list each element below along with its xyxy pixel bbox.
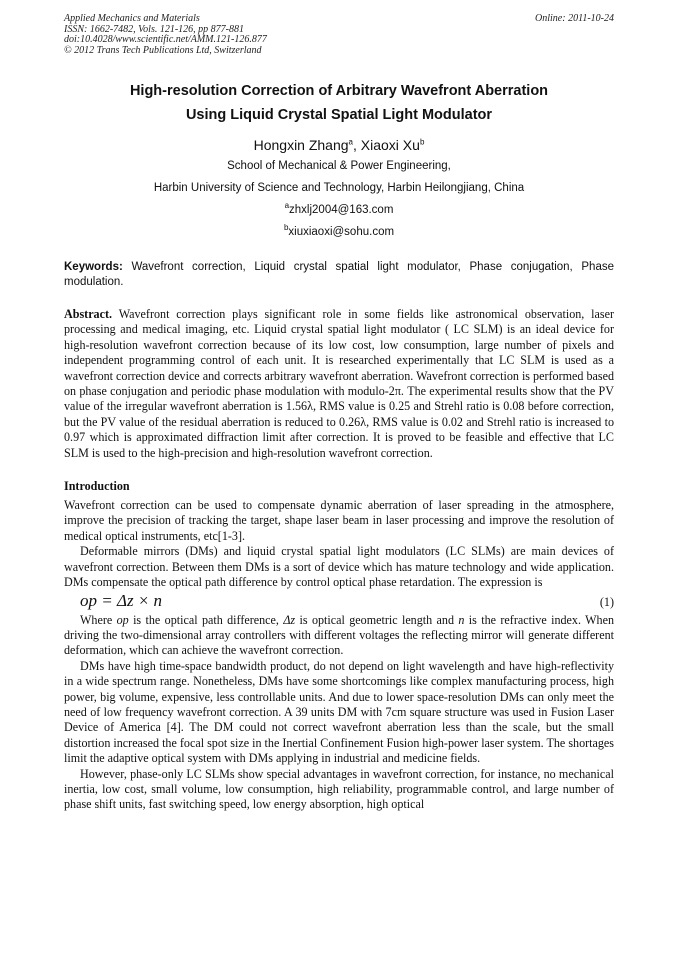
intro-paragraph-5: However, phase-only LC SLMs show special advantages in wavefront correction, for instance, no mechanical inertia, low cost, small volume, low consumption, high reliability, programmable control, and large number of phase shift units, fast switching speed, low energy absorption, high optical bbox=[64, 766, 614, 812]
p3-text-2: is the optical path difference, bbox=[128, 612, 284, 627]
email-b[interactable] bbox=[64, 221, 614, 243]
equation-number: (1) bbox=[599, 594, 614, 609]
p3-var-op: op bbox=[116, 612, 129, 627]
abstract-label: Abstract. bbox=[64, 307, 113, 321]
affiliation-line-2: Harbin University of Science and Technology, Harbin Heilongjiang, China bbox=[153, 182, 525, 194]
email-b-sup: b bbox=[283, 223, 289, 233]
abstract-block bbox=[64, 307, 614, 461]
email-a-address[interactable]: zhxlj2004@163.com bbox=[289, 204, 394, 216]
affiliation bbox=[64, 155, 614, 199]
equation-1 bbox=[64, 591, 614, 613]
paper-page bbox=[64, 14, 614, 813]
p3-text-3: is optical geometric length and bbox=[295, 612, 459, 627]
author-list bbox=[64, 135, 614, 155]
p3-text-1: Where bbox=[80, 612, 117, 627]
intro-paragraph-3 bbox=[64, 613, 614, 659]
p3-var-dz: Δz bbox=[283, 612, 296, 627]
keywords-label: Keywords: bbox=[64, 261, 123, 273]
issn-line: ISSN: 1662-7482, Vols. 121-126, pp 877-881 bbox=[64, 23, 244, 35]
journal-name: Applied Mechanics and Materials bbox=[64, 13, 200, 24]
intro-paragraph-2: Deformable mirrors (DMs) and liquid crystal spatial light modulators (LC SLMs) are main devices of wavefront correction. Between them DMs is a sort of device which has mature technology and wide application. DMs compensate the optical path difference by control optical phase retardation. The expression is bbox=[64, 544, 614, 590]
journal-header bbox=[64, 14, 614, 56]
author-1-name: Hongxin Zhang bbox=[253, 137, 349, 153]
email-b-address[interactable]: xiuxiaoxi@sohu.com bbox=[288, 226, 395, 238]
equation-expression: op = Δz × n bbox=[80, 590, 163, 610]
author-1-sup: a bbox=[348, 137, 353, 147]
intro-paragraph-4: DMs have high time-space bandwidth product, do not depend on light wavelength and have high-reflectivity in a wide spectrum range. Nonetheless, DMs have some shortcomings like complex manufacturing process, high power, big volume, expensive, less controllable units. And due to lower space-resolution DMs can only meet the need of low frequency wavefront correction. A 39 units DM with 7cm square structure was used in Fusion Laser Device of America [4]. The DM could not correct wavefront aberration less than the scale, but the small distortion increased the focal spot size in the Inertial Confinement Fusion high-power laser system. The shortages limit the adaptive optical system with DMs applying in industrial and medicine fields. bbox=[64, 658, 614, 766]
author-separator: , bbox=[353, 137, 361, 153]
email-a[interactable] bbox=[64, 199, 614, 221]
affiliation-line-1: School of Mechanical & Power Engineering, bbox=[227, 160, 451, 172]
abstract-text: Wavefront correction plays significant role in some fields like astronomical observation, laser processing and medical imaging, etc. Liquid crystal spatial light modulator ( LC SLM) is an ideal device for high-resolution wavefront correction because of its low cost, low consumption, large number of pixels and independent programming control of each unit. It is researched experimentally that LC SLM is used as a wavefront correction device and corrects arbitrary wavefront aberration. Wavefront correction is performed based on phase conjugation and periodic phase modulation with modulo-2π. The experimental results show that the PV value of the irregular wavefront aberration is 1.56λ, RMS value is 0.25 and Strehl ratio is 0.08 before correction, but the PV value of the residual aberration is reduced to 0.26λ, RMS value is 0.02 and Strehl ratio is increased to 0.97 which is approximated diffraction limit after correction. It is proved to be feasible and effective that LC SLM is used to the high-precision and high-resolution wavefront correction. bbox=[64, 307, 614, 460]
p3-var-n: n bbox=[458, 612, 465, 627]
doi-line: doi:10.4028/www.scientific.net/AMM.121-126.877 bbox=[64, 34, 267, 45]
author-2-name: Xiaoxi Xu bbox=[360, 137, 420, 153]
p3-text-4: is the refractive index. When driving the two-dimensional array controllers with different voltages the reflecting mirror will generate different deformation, which can achieve the wavefront correction. bbox=[64, 612, 615, 658]
intro-paragraph-1: Wavefront correction can be used to compensate dynamic aberration of laser spreading in the atmosphere, improve the precision of tracking the target, shape laser beam in laser processing and improve the resolution of medical optical instruments, etc[1-3]. bbox=[64, 498, 614, 543]
keywords-block bbox=[64, 260, 614, 290]
copyright-line: © 2012 Trans Tech Publications Ltd, Switzerland bbox=[64, 44, 262, 56]
email-a-sup: a bbox=[284, 201, 290, 211]
title-line-2: Using Liquid Crystal Spatial Light Modulator bbox=[185, 107, 493, 123]
keywords-text: Wavefront correction, Liquid crystal spatial light modulator, Phase conjugation, Phase modulation. bbox=[64, 261, 614, 288]
paper-title bbox=[64, 79, 614, 127]
introduction-heading: Introduction bbox=[64, 479, 130, 494]
online-date: Online: 2011-10-24 bbox=[535, 13, 614, 24]
author-2-sup: b bbox=[419, 137, 425, 147]
title-line-1: High-resolution Correction of Arbitrary Wavefront Aberration bbox=[129, 83, 549, 99]
